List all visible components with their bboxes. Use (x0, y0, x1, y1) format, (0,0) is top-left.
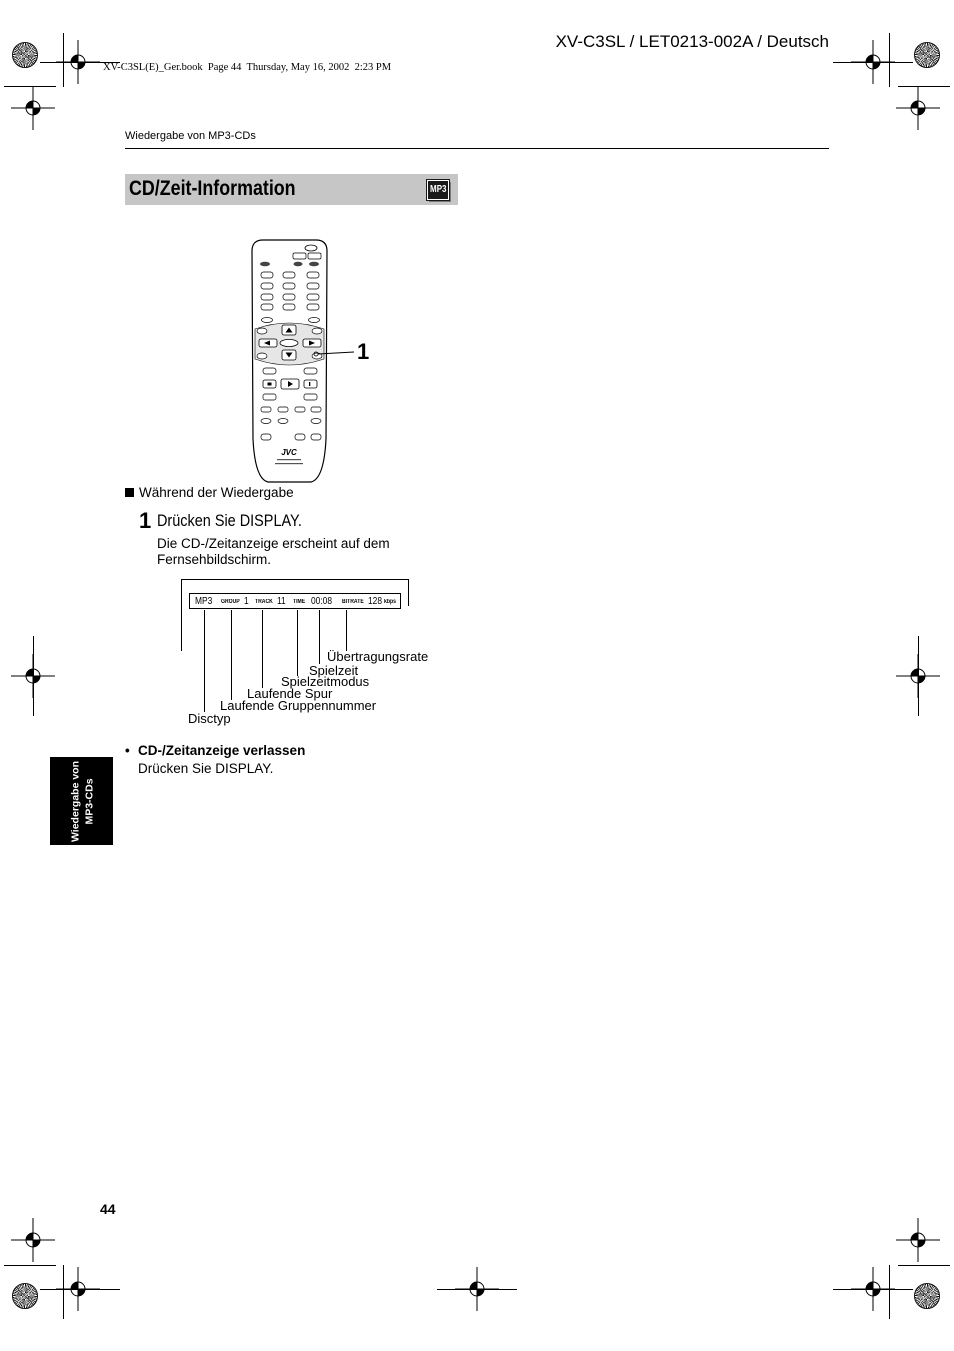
remote-volume-button (311, 434, 321, 440)
remote-button (311, 419, 321, 424)
remote-button (293, 253, 306, 259)
registration-mark (896, 86, 940, 130)
remote-volume-button (295, 434, 305, 440)
leader-line-track (262, 610, 263, 688)
condition-line (125, 486, 294, 500)
exit-text: Drücken Sie DISPLAY. (138, 761, 274, 776)
crop-mark (4, 86, 56, 87)
registration-line (918, 636, 919, 716)
remote-button (278, 419, 288, 424)
display-bitrate-value: 128 (368, 595, 383, 607)
display-group-value: 1 (244, 595, 249, 607)
remote-number-button (261, 283, 273, 289)
starburst-mark (12, 1283, 38, 1309)
screen-frame-left (181, 579, 182, 651)
remote-button (311, 407, 321, 412)
callout-line (318, 352, 354, 354)
file-info: XV-C3SL(E)_Ger.book Page 44 Thursday, May 16, 2002 2:23 PM (103, 62, 392, 73)
crop-mark (63, 1265, 64, 1319)
label-bitrate: Übertragungsrate (327, 649, 429, 664)
remote-button (261, 419, 271, 424)
remote-number-button (283, 294, 295, 300)
page-number: 44 (100, 1201, 116, 1217)
label-current-group: Laufende Gruppennummer (220, 698, 377, 713)
chapter-side-tab (50, 757, 113, 845)
starburst-mark (914, 1283, 940, 1309)
step-instruction: Drücken Sie DISPLAY. (157, 511, 302, 530)
display-bitrate-label: BITRATE (342, 599, 364, 605)
display-track-label: TRACK (255, 599, 273, 605)
remote-number-button (283, 304, 295, 310)
remote-button (261, 407, 271, 412)
crop-mark (63, 33, 64, 87)
display-bitrate-unit: kbps (384, 599, 396, 605)
label-playtime: Spielzeit (309, 663, 359, 678)
leader-line-playtime (319, 610, 320, 664)
remote-number-button (261, 304, 273, 310)
remote-number-button (261, 272, 273, 278)
label-time-mode: Spielzeitmodus (281, 674, 370, 689)
display-disc-type: MP3 (195, 595, 213, 607)
screen-frame-top (181, 579, 409, 580)
on-screen-display-bar (189, 593, 401, 609)
crop-mark (889, 1265, 890, 1319)
remote-forward-button (304, 394, 317, 400)
leader-line-time-mode (297, 610, 298, 676)
screen-frame-right (408, 579, 409, 606)
label-disc-type: Disctyp (188, 711, 231, 726)
registration-mark (896, 1218, 940, 1262)
condition-text: Während der Wiedergabe (139, 485, 294, 500)
bullet: • (125, 743, 130, 758)
remote-button (309, 262, 319, 267)
remote-enter-button (280, 339, 298, 346)
remote-button (262, 318, 273, 323)
remote-logo: JVC (281, 448, 297, 457)
leader-line-disc-type (204, 610, 205, 712)
side-tab-line: MP3-CDs (82, 777, 95, 825)
remote-button (308, 253, 321, 259)
remote-corner-button (257, 353, 267, 359)
step-description-line: Die CD-/Zeitanzeige erscheint auf dem (157, 536, 390, 551)
square-bullet-icon (125, 488, 134, 497)
leader-line-group (231, 610, 232, 700)
step-number: 1 (139, 508, 152, 533)
remote-number-button (307, 272, 319, 278)
remote-small-print (277, 459, 301, 460)
crop-mark (898, 86, 950, 87)
display-group-label: GROUP (221, 599, 240, 605)
remote-pause-button (304, 380, 317, 388)
starburst-mark (914, 42, 940, 68)
registration-mark (11, 1218, 55, 1262)
starburst-mark (12, 42, 38, 68)
remote-button (295, 407, 305, 412)
registration-line (437, 1289, 517, 1290)
remote-number-button (307, 283, 319, 289)
registration-mark (11, 86, 55, 130)
remote-number-button (261, 294, 273, 300)
remote-number-button (283, 283, 295, 289)
remote-button (309, 318, 320, 323)
label-current-track: Laufende Spur (247, 686, 333, 701)
display-time-label: TIME (293, 599, 306, 605)
remote-rewind-button (263, 394, 276, 400)
mp3-badge-label: MP3 (430, 184, 447, 195)
remote-button (260, 262, 270, 267)
step-description-line: Fernsehbildschirm. (157, 552, 272, 567)
mp3-badge-icon (427, 180, 449, 200)
remote-button (263, 368, 276, 374)
remote-number-button (307, 294, 319, 300)
display-track-value: 11 (277, 595, 286, 607)
display-time-value: 00:08 (311, 595, 333, 607)
leader-line-bitrate (346, 610, 347, 651)
remote-button (278, 407, 288, 412)
registration-line (40, 1289, 120, 1290)
remote-number-button (283, 272, 295, 278)
registration-line (833, 62, 913, 63)
crop-mark (4, 1265, 56, 1266)
section-rule (125, 148, 829, 149)
registration-line (833, 1289, 913, 1290)
document-id: XV-C3SL / LET0213-002A / Deutsch (555, 32, 829, 51)
page-title: CD/Zeit-Information (129, 177, 296, 200)
remote-corner-button (257, 328, 267, 334)
side-tab-line: Wiedergabe von (68, 760, 81, 842)
registration-line (33, 636, 34, 716)
remote-small-print (275, 463, 303, 464)
section-label: Wiedergabe von MP3-CDs (125, 130, 256, 142)
crop-mark (889, 33, 890, 87)
callout-number: 1 (357, 339, 370, 364)
remote-power-button (305, 245, 317, 251)
title-bar (125, 174, 458, 205)
exit-heading: CD-/Zeitanzeige verlassen (138, 743, 306, 758)
remote-number-button (307, 304, 319, 310)
stop-icon (268, 383, 272, 386)
remote-button (261, 434, 271, 440)
pause-icon (309, 382, 310, 386)
side-tab-text (50, 757, 113, 845)
crop-mark (898, 1265, 950, 1266)
remote-button (294, 262, 303, 267)
callout-target (314, 352, 318, 356)
